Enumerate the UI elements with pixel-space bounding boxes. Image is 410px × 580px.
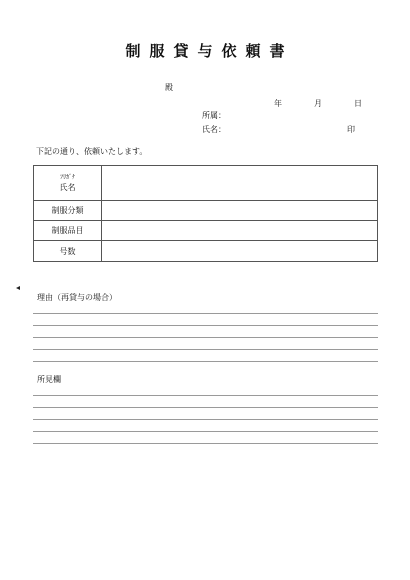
date-day-label: 日 <box>354 99 362 108</box>
reason-heading: 理由（再貸与の場合） <box>37 293 117 302</box>
uniform-category-entry[interactable] <box>102 201 378 221</box>
reason-line[interactable] <box>33 361 378 362</box>
opinion-heading: 所見欄 <box>37 375 61 384</box>
table-row <box>34 241 378 262</box>
table-row <box>34 201 378 221</box>
name-header-cell <box>34 166 102 201</box>
date-year-label: 年 <box>274 99 282 108</box>
addressee-suffix: 殿 <box>165 83 173 92</box>
date-month-label: 月 <box>314 99 322 108</box>
intro-text: 下記の通り、依頼いたします。 <box>36 147 148 156</box>
reason-line[interactable] <box>33 337 378 338</box>
document-title: 制服貸与依頼書 <box>125 42 294 60</box>
opinion-line[interactable] <box>33 407 378 408</box>
reason-line[interactable] <box>33 325 378 326</box>
name-label: 氏名： <box>202 125 226 134</box>
opinion-line[interactable] <box>33 419 378 420</box>
name-entry-cell[interactable] <box>102 166 378 201</box>
opinion-line[interactable] <box>33 443 378 444</box>
table-row <box>34 221 378 241</box>
furigana-label: ﾌﾘｶﾞﾅ <box>59 174 75 181</box>
request-table <box>33 165 378 262</box>
uniform-category-label: 制服分類 <box>34 201 102 221</box>
opinion-line[interactable] <box>33 431 378 432</box>
table-name-label: 氏名 <box>59 183 76 192</box>
size-number-entry[interactable] <box>102 241 378 262</box>
uniform-item-label: 制服品目 <box>34 221 102 241</box>
seal-label: 印 <box>347 125 355 134</box>
department-label: 所属： <box>202 111 226 120</box>
opinion-line[interactable] <box>33 395 378 396</box>
table-row <box>34 166 378 201</box>
size-number-label: 号数 <box>34 241 102 262</box>
uniform-item-entry[interactable] <box>102 221 378 241</box>
reason-line[interactable] <box>33 313 378 314</box>
triangle-marker-icon <box>16 286 20 290</box>
reason-line[interactable] <box>33 349 378 350</box>
